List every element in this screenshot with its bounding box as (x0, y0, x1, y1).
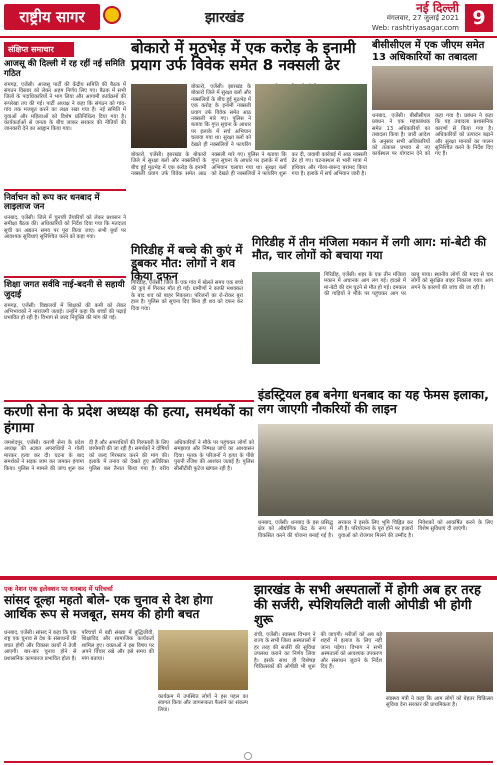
story3-headline: गिरिडीह में तीन मंजिला मकान में लगी आग: मां-बेटी की मौत, चार लोगों को बचाया गया (252, 235, 487, 263)
emblem-icon (103, 6, 121, 24)
right-headline: बीसीसीएल में एक जीएम समेत 13 अधिकारियों का तबादला (372, 40, 485, 63)
page-header (0, 0, 497, 38)
divider (4, 276, 126, 278)
brief-headline-1: आजसू की दिल्ली में रह रहीं नई समिति गठित (4, 59, 125, 79)
right-story (372, 40, 493, 253)
main-text-inset: बोकारो, एजेंसी। झारखंड के बोकारो जिले में सुरक्षा बलों और नक्सलियों के बीच हुई मुठभेड़ में एक करोड़ के इनामी नक्सली प्रयाग उर्फ विवेक समेत आठ नक्सली मारे गए। पुलिस ने बताया कि गुप्त सूचना के आधार पर इलाके में सर्च अभियान चलाया गया था। सुरक्षा बलों को देखते ही नक्सलियों ने फायरिंग (191, 84, 251, 148)
story2-headline: गिरिडीह में बच्चे की कुएं में डूबकर मौत: लोगों ने शव किया दफन (131, 243, 243, 284)
hospital-photo (386, 632, 493, 692)
story4-headline: करणी सेना के प्रदेश अध्यक्ष की हत्या, समर्थकों का हंगामा (4, 404, 254, 436)
bottom-divider (0, 576, 497, 580)
brief-text-3: रामगढ़, एजेंसी। विद्यालयों में शिक्षकों की कमी को लेकर अभिभावकों ने नाराजगी जताई। उन्होंने कहा कि बच्चों की पढ़ाई प्रभावित हो रही है। विभाग से जल्द नियुक्ति की मांग की गई। (4, 302, 126, 322)
edition-date: मंगलवार, 27 जुलाई 2021 (386, 14, 459, 22)
story3-text: गिरिडीह, एजेंसी। शहर के एक तीन मंजिला मकान में अचानक आग लग गई। हादसे में मां-बेटी की दम घुटने से मौत हो गई। दमकल की गाड़ियों ने मौके पर पहुंचकर आग पर काबू पाया। स्थानीय लोगों की मदद से चार लोगों को सुरक्षित बाहर निकाला गया। आग लगने के कारणों की जांच की जा रही है। (324, 272, 493, 298)
registration-mark-icon (244, 752, 252, 760)
page-number: 9 (465, 4, 493, 32)
bottom-right-headline: झारखंड के सभी अस्पतालों में होगी अब हर तरह की सर्जरी, स्पेशियलिटी वाली ओपीडी भी होगी शुरू (254, 583, 481, 628)
brief-text-1: रामगढ़, एजेंसी। आजसू पार्टी की केंद्रीय समिति की बैठक में संगठन विस्तार को लेकर अहम निर्णय लिए गए। बैठक में सभी जिलों के पदाधिकारियों ने भाग लिया और आगामी कार्यक्रमों की रूपरेखा तय की गई। पार्टी अध्यक्ष ने कहा कि संगठन को गांव-गांव तक मजबूत करने का लक्ष्य रखा गया है। नई समिति में युवाओं और महिलाओं को विशेष प्रतिनिधित्व दिया गया है। कार्यकर्ताओं से जनता के बीच जाकर सरकार की नीतियों की जानकारी देने का आह्वान किया गया। (4, 81, 126, 133)
bottom-left-headline: सांसद दूल्हा महतो बोले- एक चुनाव से देश होगा आर्थिक रूप से मजबूत, समय की होगी बचत (4, 593, 213, 621)
story5-headline: इंडस्ट्रियल हब बनेगा धनबाद का यह फेमस इलाका, लग जाएगी नौकरियों की लाइन (258, 387, 489, 417)
main-headline: बोकारो में मुठभेड़ में एक करोड़ के इनामी प्रयाग उर्फ विवेक समेत 8 नक्सली ढेर (131, 39, 356, 75)
footer-line (4, 761, 493, 763)
bottom-right-text-2: स्वास्थ्य मंत्री ने कहा कि आम लोगों को बेहतर चिकित्सा सुविधा देना सरकार की प्राथमिकता है। (386, 696, 493, 709)
bottom-right-text: रांची, एजेंसी। स्वास्थ्य विभाग ने राज्य के सभी जिला अस्पतालों में हर तरह की सर्जरी की सुविधा उपलब्ध कराने का निर्णय लिया है। इसके साथ ही विशेषज्ञ चिकित्सकों की ओपीडी भी शुरू की जाएगी। मरीजों को अब बड़े शहरों में इलाज के लिए नहीं जाना पड़ेगा। विभाग ने सभी अस्पतालों को आवश्यक उपकरण और संसाधन जुटाने के निर्देश दिए हैं। (254, 632, 382, 671)
industry-photo (258, 424, 493, 516)
fire-photo (252, 272, 320, 364)
edition-info (349, 3, 459, 33)
edition-city: नई दिल्ली (416, 1, 459, 15)
main-story-photo (131, 84, 187, 148)
bottom-left-tag: एक नेशन एक इलेक्शन पर धनबाद में परिचर्चा (4, 585, 113, 593)
encounter-photo (255, 84, 367, 150)
right-text: धनबाद, एजेंसी। बीसीसीएल प्रबंधन ने एक महाप्रबंधक समेत 13 अधिकारियों का तबादला किया है। जारी आदेश के अनुसार सभी अधिकारियों को तत्काल प्रभाव से नए कार्यस्थल पर योगदान देने को कहा गया है। प्रबंधन ने कहा कि यह तबादला प्रशासनिक कारणों से किया गया है। अधिकारियों को उत्पादन बढ़ाने और सुरक्षा मानकों का पालन सुनिश्चित करने के निर्देश दिए गए हैं। (372, 113, 493, 158)
story5-text: धनबाद, एजेंसी। धनबाद के इस प्रसिद्ध क्षेत्र को औद्योगिक केंद्र के रूप में विकसित करने की योजना बनाई गई है। सरकार ने इसके लिए भूमि चिह्नित कर ली है। परियोजना के पूरा होने पर हजारों युवाओं को रोजगार मिलने की उम्मीद है। निवेशकों को आकर्षित करने के लिए विशेष सुविधाएं दी जाएंगी। (258, 520, 493, 539)
brief-news-tag: संक्षिप्त समाचार (4, 42, 74, 57)
brief-text-2: धनबाद, एजेंसी। जिले में चुनावी तैयारियों को लेकर प्रशासन ने समीक्षा बैठक की। अधिकारियों को निर्देश दिया गया कि मतदाता सूची का अद्यतन समय पर पूरा किया जाए। सभी बूथों पर आवश्यक सुविधाएं सुनिश्चित करने को कहा गया। (4, 215, 126, 241)
main-text: बोकारो, एजेंसी। झारखंड के बोकारो जिले में सुरक्षा बलों और नक्सलियों के बीच हुई मुठभेड़ में एक करोड़ के इनामी नक्सली प्रयाग उर्फ विवेक समेत आठ नक्सली मारे गए। पुलिस ने बताया कि गुप्त सूचना के आधार पर इलाके में सर्च अभियान चलाया गया था। सुरक्षा बलों को देखते ही नक्सलियों ने फायरिंग शुरू कर दी, जवाबी कार्रवाई में आठ नक्सली ढेर हो गए। घटनास्थल से भारी मात्रा में हथियार और गोला-बारूद बरामद किया गया है। इलाके में सर्च अभियान जारी है। (131, 152, 367, 178)
section-title: झारखंड (205, 10, 244, 26)
discussion-photo (158, 630, 248, 690)
bottom-left-text: धनबाद, एजेंसी। सांसद ने कहा कि एक राष्ट्र एक चुनाव से देश के संसाधनों की बचत होगी और विकास कार्यों में तेजी आएगी। बार-बार चुनाव होने से प्रशासनिक कामकाज प्रभावित होता है। परिचर्चा में बड़ी संख्या में बुद्धिजीवी, शिक्षाविद और सामाजिक कार्यकर्ता शामिल हुए। वक्ताओं ने इस विषय पर अपने विचार रखे और इसे समय की मांग बताया। (4, 630, 154, 662)
divider (4, 400, 254, 402)
divider (4, 189, 126, 191)
bottom-left-text-2: कार्यक्रम में उपस्थित लोगों ने इस पहल का स्वागत किया और जागरूकता फैलाने का संकल्प लिया। (158, 694, 248, 713)
newspaper-logo: राष्ट्रीय सागर (4, 4, 100, 30)
right-story-photo (372, 66, 493, 110)
story4-text: जमशेदपुर, एजेंसी। करणी सेना के प्रदेश अध्यक्ष की अज्ञात अपराधियों ने गोली मारकर हत्या कर दी। घटना के बाद समर्थकों ने सड़क जाम कर जमकर हंगामा किया। पुलिस ने मामले की जांच शुरू कर दी है और अपराधियों की गिरफ्तारी के लिए छापेमारी की जा रही है। समर्थकों ने दोषियों को जल्द गिरफ्तार करने की मांग की। इलाके में तनाव को देखते हुए अतिरिक्त पुलिस बल तैनात किया गया है। वरीय अधिकारियों ने मौके पर पहुंचकर लोगों को समझाया और निष्पक्ष जांच का आश्वासन दिया। मृतक के परिजनों ने हत्या के पीछे पुरानी रंजिश की आशंका जताई है। पुलिस सीसीटीवी फुटेज खंगाल रही है। (4, 440, 254, 472)
story2-text: गिरिडीह, एजेंसी। जिले के एक गांव में खेलते समय एक बच्चे की कुएं में गिरकर मौत हो गई। ग्रामीणों ने काफी मशक्कत के बाद शव को बाहर निकाला। परिजनों का रो-रोकर बुरा हाल है। पुलिस को सूचना दिए बिना ही शव को दफन कर दिया गया। (131, 280, 243, 312)
brief-headline-2: निर्वाचन को रूप कर धनबाद में लाइलाज जन (4, 192, 100, 213)
brief-headline-3: शिक्षा जगत सर्ववि नाई-बदनी से सहायी जुदाई (4, 280, 125, 300)
edition-site: Web: rashtriyasagar.com (371, 24, 459, 32)
brief-news-column (4, 42, 126, 357)
